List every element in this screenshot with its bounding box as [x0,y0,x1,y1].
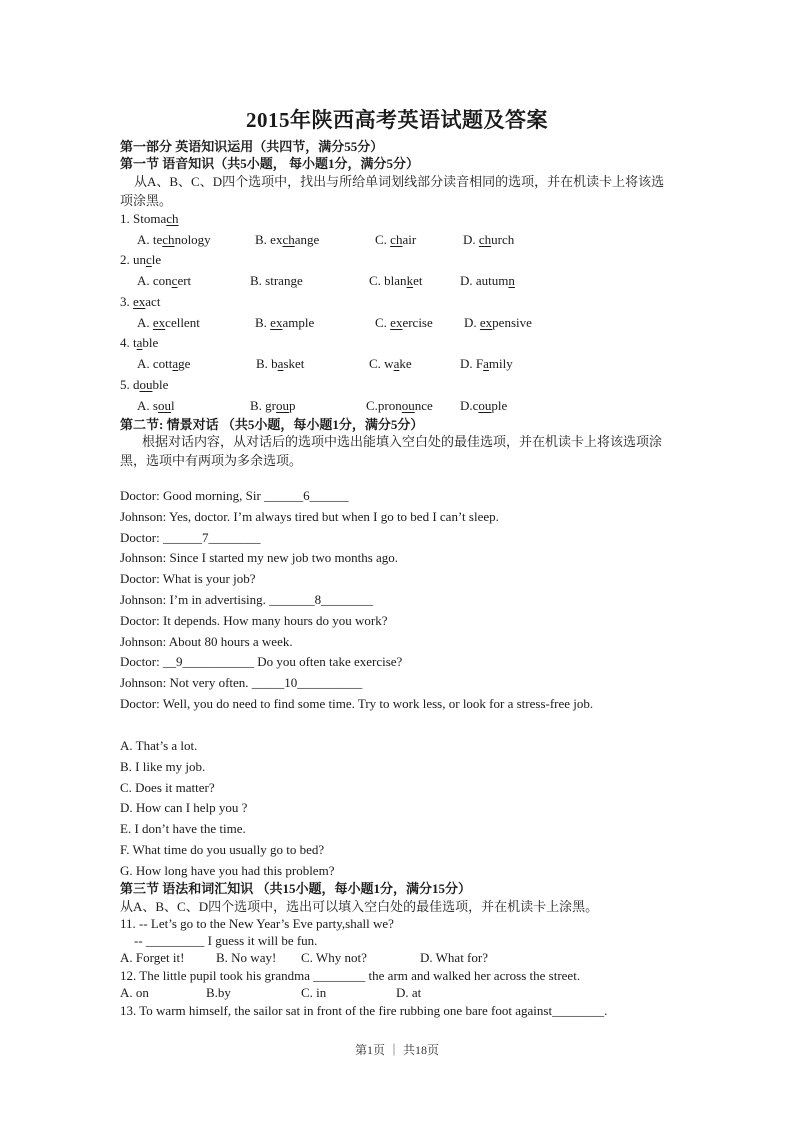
phonetic-question-4-option-d [460,356,513,372]
word-part: blan [380,273,407,288]
underlined-part: ex [479,315,493,330]
dialogue-line: Doctor: ______7________ [120,529,261,545]
phonetic-question-2-option-b [250,273,303,289]
word-part: air [402,232,417,247]
word-part: cott [149,356,173,371]
word-part: F [472,356,484,371]
dialogue-choice: C. Does it matter? [120,779,215,795]
phonetic-question-3-word [120,294,160,310]
word-part: te [149,232,163,247]
word-part: ample [282,315,315,330]
option-letter: D. [464,315,477,330]
dialogue-choice: E. I don’t have the time. [120,821,246,837]
word-part: w [380,356,394,371]
section1-instruction: 从A、B、C、D四个选项中，找出与所给单词划线部分读音相同的选项，并在机读卡上将该选项涂黑。 [120,174,665,208]
underlined-part: k [406,273,414,288]
option-letter: C. [375,315,387,330]
word-part: le [151,252,162,267]
underlined-part: a [172,356,179,371]
question-11-option-d: D. What for? [420,950,488,965]
section2-heading: 第二节: 情景对话 （共5小题，每小题1分，满分5分） [120,417,424,432]
dialogue-line: Johnson: Since I started my new job two months ago. [120,550,399,566]
dialogue-choice: G. How long have you had this problem? [120,862,335,878]
word-part: con [149,273,172,288]
word-part: c [472,398,479,413]
option-letter: A. [137,315,150,330]
underlined-part: a [393,356,400,371]
word-part: ke [399,356,412,371]
phonetic-question-2-word [120,252,161,268]
word-part: s [149,398,158,413]
word-part: pensive [492,315,532,330]
question-number: 3. [120,294,130,309]
word-part: et [413,273,423,288]
word-part: pron [377,398,402,413]
question-number: 2. [120,252,130,267]
underlined-part: ou [401,398,415,413]
word-part: p [289,398,296,413]
phonetic-question-3-option-d [464,315,532,331]
underlined-part: ch [166,211,179,226]
question-number: 4. [120,335,130,350]
word-part: ble [152,377,169,392]
underlined-part: ou [276,398,290,413]
question-number: 1. [120,211,130,226]
question-number: 5. [120,377,130,392]
word-part: ex [266,232,283,247]
underlined-part: a [277,356,284,371]
dialogue-line: Doctor: What is your job? [120,571,256,587]
question-11-reply: -- _________ I guess it will be fun. [134,933,318,948]
option-letter: D. [460,356,473,371]
option-letter: C. [369,356,381,371]
dialogue-line: Johnson: Not very often. _____10__________ [120,675,363,691]
underlined-part: ou [157,398,171,413]
phonetic-question-1-option-c [375,232,416,248]
phonetic-question-4-option-a [137,356,190,372]
underlined-part: c [171,273,178,288]
phonetic-question-5-word [120,377,168,393]
underlined-part: ou [478,398,492,413]
question-11-option-a: A. Forget it! [120,950,185,965]
word-part: d [133,377,140,392]
underlined-part: g [290,273,297,288]
word-part: nology [174,232,211,247]
question-12-option-c: C. in [301,985,327,1000]
phonetic-question-1-option-b [255,232,319,248]
underlined-part: ex [133,294,146,309]
word-part: ert [177,273,192,288]
underlined-part: a [136,335,143,350]
question-12-option-d: D. at [396,985,422,1000]
section2-instruction: 根据对话内容，从对话后的选项中选出能填入空白处的最佳选项，并在机读卡上将该选项涂黑，选项中有两项为多余选项。 [120,434,663,468]
phonetic-question-5-option-b [250,398,296,414]
dialogue-choice: D. How can I help you ? [120,800,248,816]
option-letter: C. [366,398,378,413]
underlined-part: ex [270,315,283,330]
section3-instruction: 从A、B、C、D四个选项中，选出可以填入空白处的最佳选项，并在机读卡上涂黑。 [120,899,599,914]
word-part: nce [414,398,433,413]
word-part: un [133,252,146,267]
question-13-stem: 13. To warm himself, the sailor sat in front of the fire rubbing one bare foot against________. [120,1003,608,1018]
word-part: e [296,273,303,288]
phonetic-question-2-option-c [369,273,422,289]
dialogue-choice: A. That’s a lot. [120,738,198,753]
option-letter: B. [250,398,262,413]
question-12-option-a: A. on [120,985,149,1000]
word-part: act [145,294,161,309]
word-part: urch [491,232,515,247]
phonetic-question-5-option-a [137,398,175,414]
word-part: ple [491,398,508,413]
option-letter: D. [460,398,473,413]
section1-heading: 第一节 语音知识（共5小题， 每小题1分，满分5分） [120,156,420,171]
word-part: stran [261,273,291,288]
page-footer: 第1页 ｜ 共18页 [354,1043,439,1057]
word-part: ercise [402,315,433,330]
phonetic-question-2-option-d [460,273,515,289]
word-part: cellent [165,315,200,330]
underlined-part: ch [282,232,295,247]
word-part: gr [261,398,277,413]
dialogue-line: Doctor: Well, you do need to find some time. Try to work less, or look for a stress-free job. [120,696,594,711]
underlined-part: ch [390,232,403,247]
question-12-stem: 12. The little pupil took his grandma ________ the arm and walked her across the street. [120,968,581,983]
question-12-option-b: B.by [206,985,231,1000]
option-letter: B. [255,315,267,330]
word-part: ange [294,232,320,247]
word-part: t [133,335,137,350]
phonetic-question-4-option-c [369,356,412,372]
phonetic-question-2-option-a [137,273,191,289]
underlined-part: ou [139,377,153,392]
phonetic-question-5-option-d [460,398,507,414]
underlined-part: ex [390,315,403,330]
option-letter: C. [375,232,387,247]
word-part: Stoma [133,211,167,226]
option-letter: B. [255,232,267,247]
dialogue-line: Johnson: I’m in advertising. _______8________ [120,592,374,607]
word-part: ge [178,356,191,371]
phonetic-question-3-option-b [255,315,314,331]
phonetic-question-3-option-c [375,315,433,331]
question-11-stem: 11. -- Let’s go to the New Year’s Eve party,shall we? [120,916,394,931]
question-11-option-c: C. Why not? [301,950,367,965]
underlined-part: n [508,273,515,288]
phonetic-question-3-option-a [137,315,200,331]
underlined-part: c [146,252,152,267]
option-letter: B. [250,273,262,288]
word-part: ble [142,335,159,350]
word-part: sket [283,356,305,371]
option-letter: C. [369,273,381,288]
word-part: b [267,356,278,371]
phonetic-question-4-option-b [256,356,304,372]
dialogue-line: Doctor: Good morning, Sir ______6______ [120,488,349,503]
dialogue-line: Johnson: About 80 hours a week. [120,633,293,649]
underlined-part: ex [152,315,166,330]
dialogue-choice: F. What time do you usually go to bed? [120,842,325,857]
option-letter: D. [463,232,476,247]
phonetic-question-1-option-a [137,232,211,248]
underlined-part: a [483,356,489,371]
option-letter: A. [137,273,150,288]
dialogue-line: Doctor: __9___________ Do you often take exercise? [120,654,403,670]
option-letter: A. [137,232,150,247]
option-letter: D. [460,273,473,288]
dialogue-choice: B. I like my job. [120,758,206,774]
question-11-option-b: B. No way! [216,950,277,965]
dialogue-line: Doctor: It depends. How many hours do you work? [120,612,388,628]
phonetic-question-4-word [120,335,158,351]
underlined-part: ch [162,232,175,247]
part1-heading: 第一部分 英语知识运用（共四节，满分55分） [120,139,384,154]
word-part: l [170,398,175,413]
phonetic-question-5-option-c [366,398,433,414]
phonetic-question-1-word [120,211,179,227]
option-letter: B. [256,356,268,371]
option-letter: A. [137,356,150,371]
dialogue-line: Johnson: Yes, doctor. I’m always tired but when I go to bed I can’t sleep. [120,508,499,524]
word-part: mily [488,356,513,371]
phonetic-question-1-option-d [463,232,514,248]
underlined-part: ch [478,232,492,247]
section3-heading: 第三节 语法和词汇知识 （共15小题，每小题1分，满分15分） [120,881,472,896]
option-letter: A. [137,398,150,413]
word-part: autum [472,273,509,288]
document-title: 2015年陕西高考英语试题及答案 [246,108,548,132]
